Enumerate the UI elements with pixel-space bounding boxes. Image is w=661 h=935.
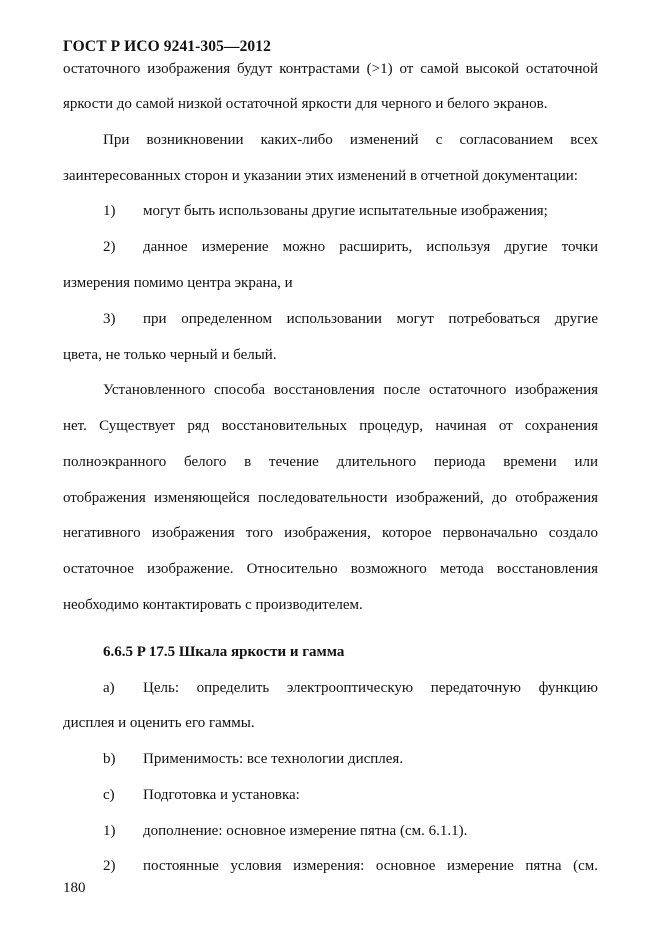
- list-marker: b): [103, 751, 116, 767]
- list-marker: 2): [103, 239, 116, 255]
- document-header-title: ГОСТ Р ИСО 9241-305—2012: [63, 38, 271, 55]
- paragraph-line: необходимо контактировать с производителем.: [63, 597, 363, 613]
- list-marker: a): [103, 680, 115, 696]
- list-item: постоянные условия измерения: основное измерение пятна (см.: [143, 858, 598, 874]
- list-item: дополнение: основное измерение пятна (см. 6.1.1).: [143, 823, 468, 839]
- paragraph-line: отображения изменяющейся последовательности изображений, до отображения: [63, 490, 598, 506]
- list-marker: 3): [103, 311, 116, 327]
- list-item-continuation: цвета, не только черный и белый.: [63, 347, 277, 363]
- paragraph-line: Установленного способа восстановления после остаточного изображения: [103, 382, 598, 398]
- paragraph-line: заинтересованных сторон и указании этих изменений в отчетной документации:: [63, 168, 578, 184]
- paragraph-line: негативного изображения того изображения, которое первоначально создало: [63, 525, 598, 541]
- paragraph-line: При возникновении каких-либо изменений с согласованием всех: [103, 132, 598, 148]
- paragraph-line: яркости до самой низкой остаточной яркости для черного и белого экранов.: [63, 96, 548, 112]
- list-marker: c): [103, 787, 115, 803]
- list-item: Подготовка и установка:: [143, 787, 300, 803]
- paragraph-line: остаточное изображение. Относительно возможного метода восстановления: [63, 561, 598, 577]
- list-item-continuation: измерения помимо центра экрана, и: [63, 275, 293, 291]
- list-marker: 1): [103, 823, 116, 839]
- list-item: Применимость: все технологии дисплея.: [143, 751, 404, 767]
- section-heading: 6.6.5 P 17.5 Шкала яркости и гамма: [103, 644, 345, 660]
- page-number: 180: [63, 880, 86, 896]
- list-item-continuation: дисплея и оценить его гаммы.: [63, 715, 255, 731]
- list-item: Цель: определить электрооптическую передаточную функцию: [143, 680, 598, 696]
- list-item: при определенном использовании могут потребоваться другие: [143, 311, 598, 327]
- paragraph-line: нет. Существует ряд восстановительных процедур, начиная от сохранения: [63, 418, 598, 434]
- list-marker: 2): [103, 858, 116, 874]
- paragraph-line: полноэкранного белого в течение длительного периода времени или: [63, 454, 598, 470]
- list-item: данное измерение можно расширить, используя другие точки: [143, 239, 598, 255]
- paragraph-line: остаточного изображения будут контрастами (>1) от самой высокой остаточной: [63, 61, 598, 77]
- list-marker: 1): [103, 203, 116, 219]
- list-item: могут быть использованы другие испытательные изображения;: [143, 203, 548, 219]
